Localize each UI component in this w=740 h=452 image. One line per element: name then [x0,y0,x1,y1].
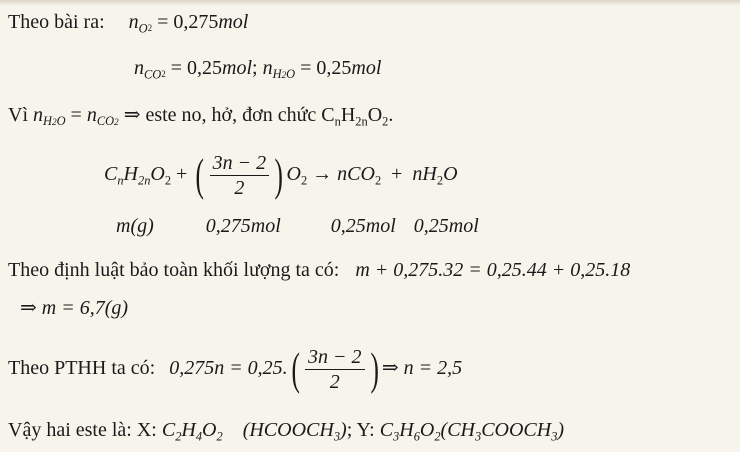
final-answer [8,418,564,442]
fraction-coefficient [305,346,365,393]
element-o: O [419,419,435,441]
equation-amounts [116,214,479,238]
fraction-bar [305,369,365,370]
element-o: O [443,163,458,185]
element-c: C [104,163,118,185]
sub-h: H [272,67,282,82]
sub-o: O [138,21,148,36]
fraction-denominator: 2 [234,176,245,199]
element-c: C [379,419,394,441]
structure-text: (HCOOCH [242,419,334,441]
left-paren: ( [195,149,205,201]
close-paren: ) [557,419,565,441]
fraction-numerator: 3n − 2 [308,345,362,368]
sub-2: 2 [161,69,166,80]
plus-sign: + [171,163,193,185]
implies-arrow: ⇒ [118,104,146,126]
pthh-equation [8,342,462,394]
structure-y [440,419,565,444]
ester-description: este no, hở, đơn chức C [145,104,335,126]
word-vi: Vì [8,104,28,126]
symbol-n: n [33,104,43,126]
equals-sign: = [65,104,87,126]
sub-2: 2 [114,118,119,129]
value-o2: = 0,275 [152,11,219,33]
pthh-result: ⇒ n = 2,5 [381,357,463,379]
pthh-lhs: 0,275n = 0,25. [169,357,288,379]
plus-sign: + [381,163,413,185]
label-y: ; Y: [346,419,375,441]
pthh-label: Theo PTHH ta có: [8,357,156,379]
formula-y [379,419,441,444]
formula-x [161,419,223,444]
conclusion-ester-type [8,103,393,127]
sub-o: O [286,67,296,82]
result-mass [20,296,128,320]
sub-co2 [97,114,119,128]
element-o: O [202,419,217,441]
sub-6: 6 [413,429,420,444]
sub-2: 2 [281,71,287,82]
unit-mol: mol [218,11,249,33]
amount-ester: m(g) [116,215,154,237]
value-h2o: = 0,25 [295,57,352,79]
fraction-coefficient [210,152,270,199]
sub-3: 3 [551,429,558,444]
sub-2n: 2n [355,114,368,129]
sub-o: O [56,114,66,129]
unit-mol: mol [351,57,382,79]
element-c: C [161,419,176,441]
combustion-equation [104,144,458,204]
sub-2n: 2n [138,173,151,188]
amount-co2: 0,25mol [330,215,396,237]
amount-o2: 0,275mol [205,215,281,237]
sub-co: CO [144,67,162,82]
page-edge [0,0,740,6]
element-h: H [340,104,356,126]
structure-text: (CH [440,419,475,441]
sub-n: n [334,114,341,129]
left-paren: ( [291,343,300,395]
mass-conservation-equation: m + 0,275.32 = 0,25.44 + 0,25.18 [355,259,631,281]
product-co2: nCO [337,163,375,185]
sub-2: 2 [175,429,182,444]
period: . [388,104,394,126]
sub-3: 3 [475,429,482,444]
given-o2 [8,10,248,34]
sub-2: 2 [434,429,441,444]
sub-2: 2 [164,173,172,188]
sub-2: 2 [300,173,308,188]
symbol-n: n [86,104,97,126]
element-o: O [367,104,383,126]
sub-2: 2 [51,118,57,129]
sub-2: 2 [147,23,153,34]
right-paren: ) [274,149,284,201]
structure-text: COOCH [481,419,552,441]
close-paren: ) [340,419,347,441]
sub-h: H [43,114,52,129]
separator: ; [252,57,258,79]
fraction-numerator: 3n − 2 [212,151,267,174]
sub-4: 4 [195,429,203,444]
mass-conservation-text: Theo định luật bảo toàn khối lượng ta có: [8,259,340,281]
element-h: H [181,419,196,441]
symbol-n: n [128,11,139,33]
sub-n: n [117,173,124,188]
right-paren: ) [369,343,379,395]
fraction-bar [210,175,270,176]
given-co2-h2o [134,56,381,80]
reaction-arrow: → [307,163,338,185]
symbol-n: n [262,57,273,79]
element-o: O [150,163,165,185]
symbol-n: n [134,57,144,79]
sub-h2o [43,114,66,128]
mass-result: ⇒ m = 6,7(g) [20,297,129,319]
label-theo-bai-ra: Theo bài ra: [8,11,105,33]
sub-2: 2 [382,114,389,129]
element-h: H [123,163,138,185]
sub-2: 2 [216,429,223,444]
sub-co: CO [96,114,115,129]
sub-h2o [273,67,296,81]
amount-h2o: 0,25mol [413,215,479,237]
sub-2: 2 [374,173,382,188]
element-o: O [286,163,301,185]
unit-mol: mol [222,57,252,79]
fraction-denominator: 2 [329,370,340,393]
sub-2: 2 [436,173,444,188]
value-co2: = 0,25 [165,57,222,79]
sub-3: 3 [333,429,341,444]
mass-conservation [8,258,630,282]
sub-3: 3 [393,429,400,444]
product-h2o: nH [412,163,437,185]
element-h: H [399,419,414,441]
answer-label: Vậy hai este là: X: [8,419,157,441]
structure-x [242,419,347,444]
